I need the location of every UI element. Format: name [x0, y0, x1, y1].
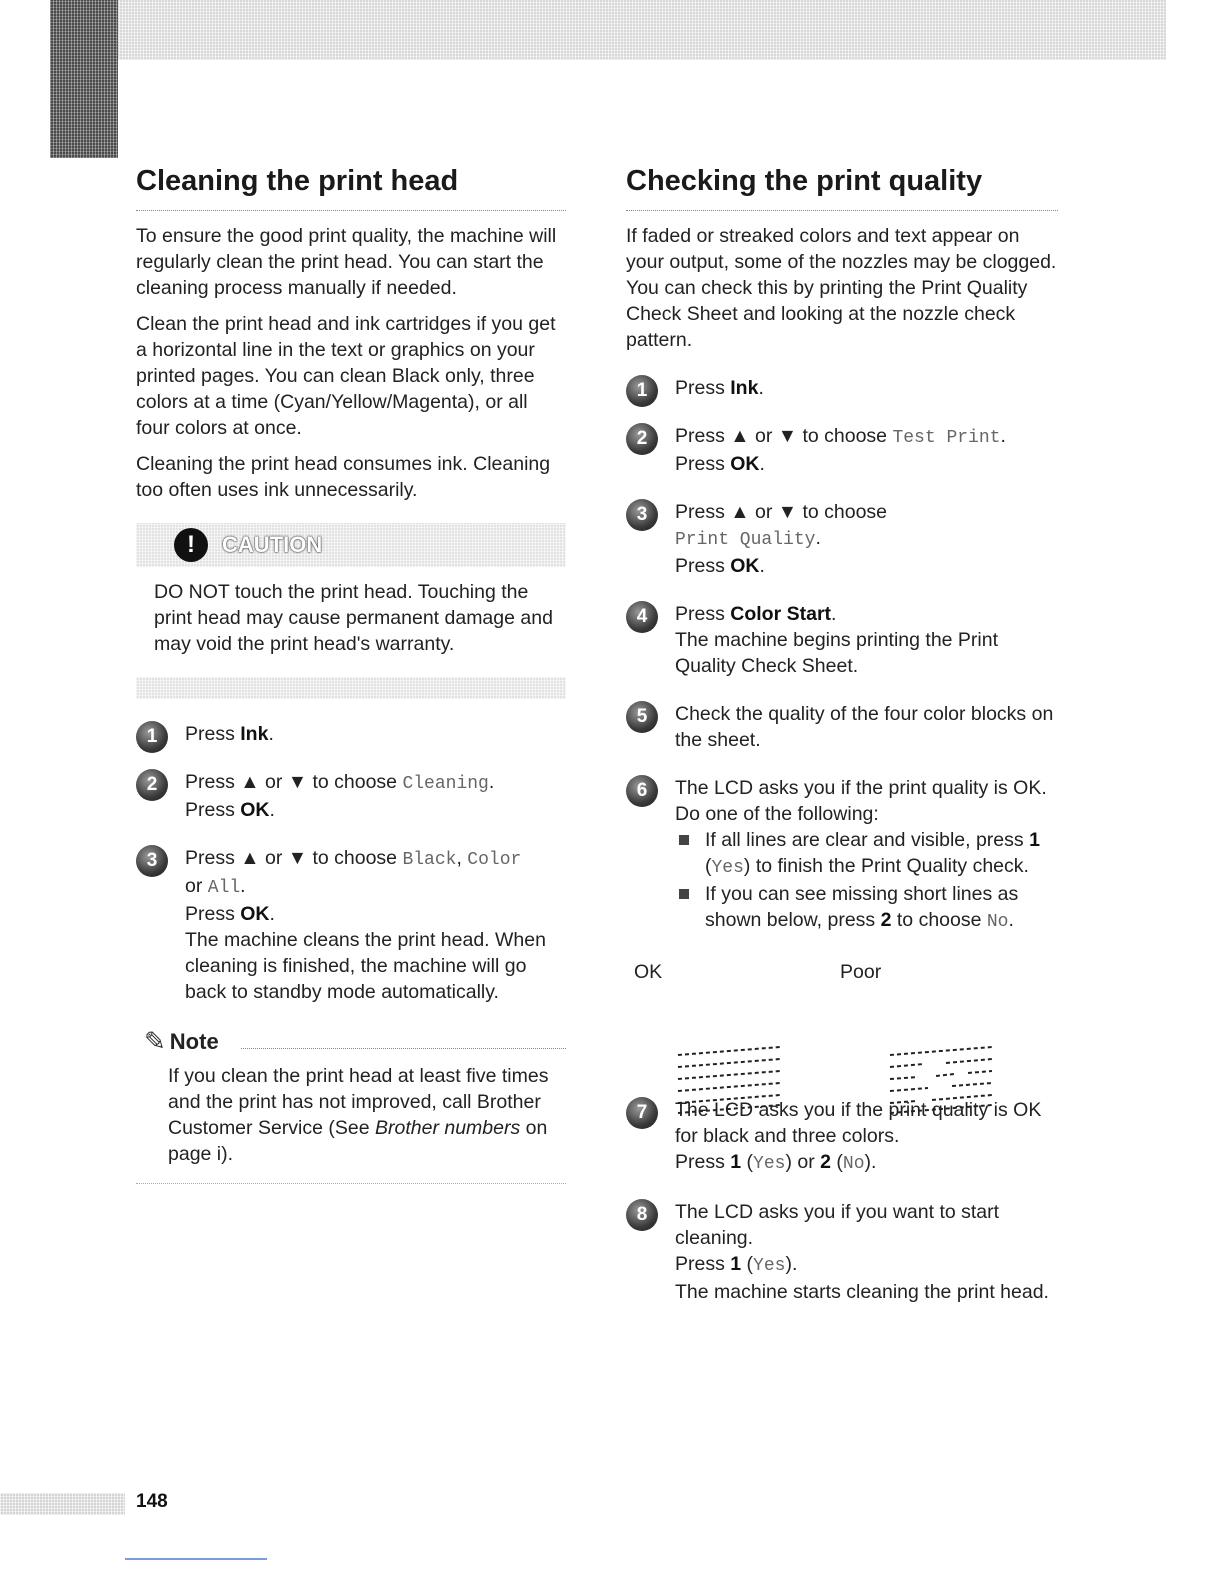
cleaning-when: Clean the print head and ink cartridges if you get a horizontal line in the text or graphics on your printed pages. You can clean Black only, three colors at a time (Cyan/Yellow/Magenta), or all four colors at once.: [136, 313, 556, 439]
cleaning-step-1: 1 Press Ink.: [136, 721, 566, 747]
lcd-text: No: [842, 1154, 865, 1174]
lcd-text: Test Print: [892, 428, 1001, 448]
caution-divider: [136, 677, 566, 699]
note-text: If you clean the print head at least five times and the print has not improved, call Brother Customer Service (See Brother numbers on page i).: [168, 1065, 549, 1165]
left-column: [136, 165, 566, 1184]
quality-step-3: 3 Press ▲ or ▼ to choose Print Quality. Press OK.: [626, 499, 1058, 579]
cleaning-step-3: 3 Press ▲ or ▼ to choose Black, Color or All. Press OK. The machine cleans the print head. When cleaning is finished, the machine will go back to standby mode automatically.: [136, 845, 566, 1005]
step-number-icon: 1: [626, 375, 658, 407]
footer-band: [0, 1493, 125, 1515]
ok-key: OK: [240, 799, 270, 821]
note-rule: [241, 1048, 566, 1049]
quality-step-4: 4 Press Color Start. The machine begins printing the Print Quality Check Sheet.: [626, 601, 1058, 679]
lcd-text: Yes: [753, 1256, 786, 1276]
lcd-text: Black: [402, 850, 457, 870]
quality-options: [675, 827, 1058, 935]
footer-rule: [125, 1558, 267, 1560]
step-number-icon: 6: [626, 775, 658, 807]
section-title-quality: Checking the print quality: [626, 165, 1058, 211]
step-number-icon: 3: [136, 845, 168, 877]
lcd-text: All: [207, 878, 241, 898]
caution-banner: [136, 523, 566, 567]
quality-step-1: 1 Press Ink.: [626, 375, 1058, 401]
right-column: [626, 165, 1058, 1305]
list-item: If you can see missing short lines as shown below, press 2 to choose No.: [675, 881, 1058, 935]
ok-pattern-illustration: [676, 1043, 786, 1115]
cleaning-result: The machine cleans the print head. When cleaning is finished, the machine will go back to standby mode automatically.: [185, 929, 546, 1003]
brother-numbers-ref: Brother numbers: [375, 1117, 521, 1139]
lcd-text: Color: [467, 850, 522, 870]
step-number-icon: 4: [626, 601, 658, 633]
poor-pattern-illustration: [888, 1043, 998, 1115]
quality-step-5: 5 Check the quality of the four color blocks on the sheet.: [626, 701, 1058, 753]
ok-key: OK: [240, 903, 270, 925]
lcd-text: Yes: [711, 858, 744, 878]
lcd-text: Cleaning: [402, 774, 489, 794]
quality-intro: If faded or streaked colors and text appear on your output, some of the nozzles may be clogged. You can check this by printing the Print Quality Check Sheet and looking at the nozzle check pattern.: [626, 225, 1057, 351]
note-pencil-icon: ✎: [144, 1026, 166, 1056]
color-start-key: Color Start: [730, 603, 832, 625]
quality-step-6: 6 The LCD asks you if the print quality is OK. Do one of the following: If all lines are clear and visible, press 1 (Yes) to finish the Print Quality check. If you can see missing short lines as shown below, press 2 to choose No.: [626, 775, 1058, 935]
step-number-icon: 1: [136, 721, 168, 753]
lcd-text: Print Quality: [675, 530, 816, 550]
poor-label: Poor: [840, 961, 882, 983]
page-number: 148: [136, 1491, 168, 1512]
ok-key: OK: [730, 555, 760, 577]
ok-key: OK: [730, 453, 760, 475]
ink-key: Ink: [730, 377, 759, 399]
step-number-icon: 7: [626, 1097, 658, 1129]
note-header: [144, 1027, 566, 1055]
quality-step-8: 8 The LCD asks you if you want to start cleaning. Press 1 (Yes). The machine starts cleaning the print head.: [626, 1199, 1058, 1305]
warning-icon: !: [174, 528, 208, 562]
chapter-tab: [50, 0, 118, 158]
lcd-text: No: [986, 912, 1009, 932]
step-number-icon: 2: [136, 769, 168, 801]
ink-key: Ink: [240, 723, 269, 745]
quality-labels: [608, 961, 1058, 987]
lcd-text: Yes: [753, 1154, 786, 1174]
section-title-cleaning: Cleaning the print head: [136, 165, 566, 211]
cleaning-consumes: Cleaning the print head consumes ink. Cleaning too often uses ink unnecessarily.: [136, 453, 551, 501]
note-divider: [136, 1183, 566, 1184]
caution-label: CAUTION: [222, 532, 323, 557]
note-title: Note: [169, 1029, 219, 1054]
ok-label: OK: [634, 961, 663, 983]
caution-text: DO NOT touch the print head. Touching the print head may cause permanent damage and may void the print head's warranty.: [154, 581, 553, 655]
step-number-icon: 8: [626, 1199, 658, 1231]
step-number-icon: 5: [626, 701, 658, 733]
step-number-icon: 3: [626, 499, 658, 531]
quality-step-2: 2 Press ▲ or ▼ to choose Test Print. Press OK.: [626, 423, 1058, 477]
header-band: [50, 0, 1166, 60]
step-number-icon: 2: [626, 423, 658, 455]
quality-step-7: 7 The LCD asks you if the print quality is OK for black and three colors. Press 1 (Yes) or 2 (No).: [626, 1097, 1058, 1177]
list-item: If all lines are clear and visible, press 1 (Yes) to finish the Print Quality check.: [675, 827, 1058, 881]
cleaning-intro: To ensure the good print quality, the machine will regularly clean the print head. You can start the cleaning process manually if needed.: [136, 225, 557, 299]
cleaning-step-2: 2 Press ▲ or ▼ to choose Cleaning. Press OK.: [136, 769, 566, 823]
